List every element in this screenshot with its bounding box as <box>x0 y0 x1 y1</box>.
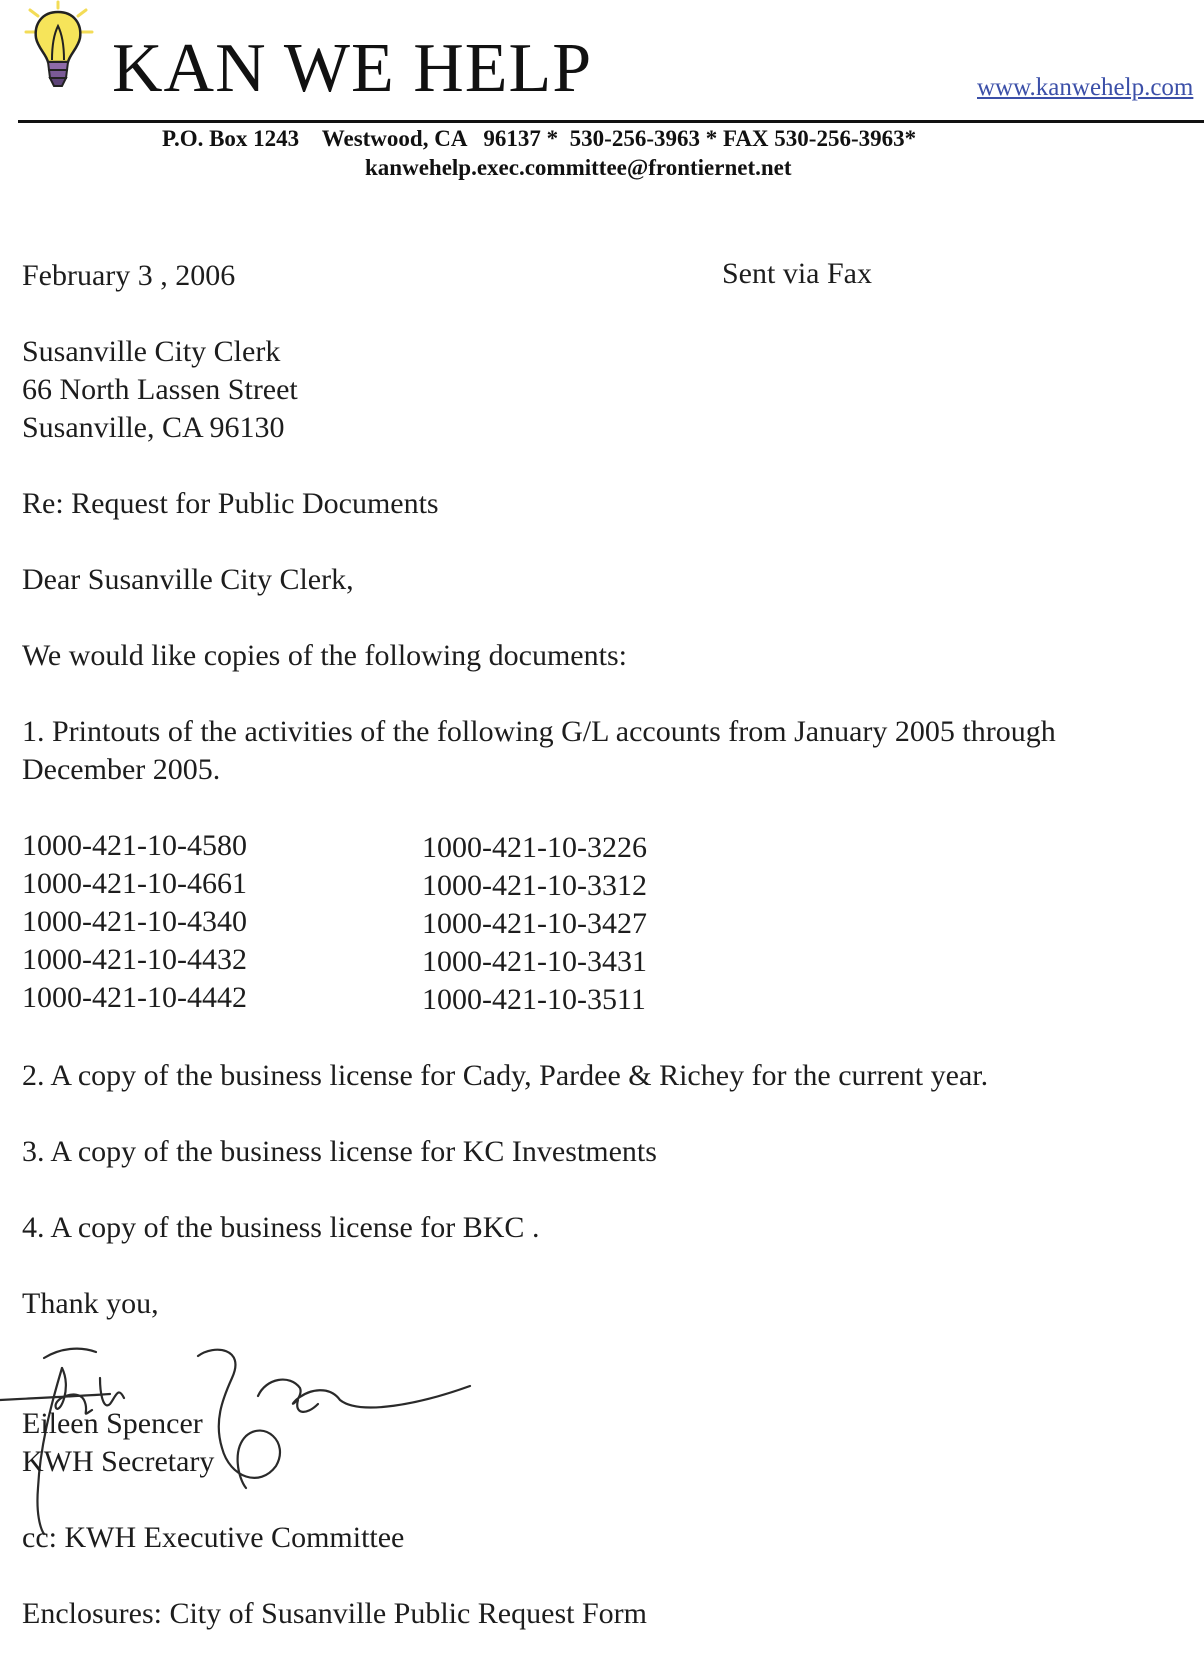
cc-line: cc: KWH Executive Committee <box>22 1521 405 1554</box>
account-number: 1000-421-10-3431 <box>422 945 647 978</box>
intro-paragraph: We would like copies of the following documents: <box>22 639 627 672</box>
account-number: 1000-421-10-3511 <box>422 983 646 1016</box>
lightbulb-logo-icon <box>18 0 110 96</box>
closing: Thank you, <box>22 1287 159 1320</box>
account-number: 1000-421-10-4432 <box>22 943 247 976</box>
account-number: 1000-421-10-4580 <box>22 829 247 862</box>
account-number: 1000-421-10-3427 <box>422 907 647 940</box>
request-item-3: 3. A copy of the business license for KC Investments <box>22 1135 657 1168</box>
account-number: 1000-421-10-4442 <box>22 981 247 1014</box>
account-number: 1000-421-10-4340 <box>22 905 247 938</box>
signer-title: KWH Secretary <box>22 1445 215 1478</box>
account-number: 1000-421-10-3312 <box>422 869 647 902</box>
email-address: kanwehelp.exec.committee@frontiernet.net <box>365 155 792 180</box>
recipient-line: 66 North Lassen Street <box>22 373 298 406</box>
request-item-2: 2. A copy of the business license for Cady, Pardee & Richey for the current year. <box>22 1059 989 1092</box>
request-item-1: 1. Printouts of the activities of the following G/L accounts from January 2005 through <box>22 715 1056 748</box>
enclosures-line: Enclosures: City of Susanville Public Request Form <box>22 1597 647 1630</box>
recipient-line: Susanville City Clerk <box>22 335 281 368</box>
salutation: Dear Susanville City Clerk, <box>22 563 354 596</box>
address-line: P.O. Box 1243 Westwood, CA 96137 * 530-256-3963 * FAX 530-256-3963* <box>162 126 917 151</box>
handwritten-signature <box>0 1338 480 1548</box>
account-number: 1000-421-10-3226 <box>422 831 647 864</box>
request-item-1-cont: December 2005. <box>22 753 221 786</box>
letter-date: February 3 , 2006 <box>22 259 236 292</box>
request-item-4: 4. A copy of the business license for BKC . <box>22 1211 540 1244</box>
account-number: 1000-421-10-4661 <box>22 867 247 900</box>
subject-line: Re: Request for Public Documents <box>22 487 439 520</box>
header-divider <box>18 120 1204 123</box>
recipient-line: Susanville, CA 96130 <box>22 411 285 444</box>
delivery-method: Sent via Fax <box>722 257 872 290</box>
org-name: KAN WE HELP <box>112 30 593 107</box>
signer-name: Eileen Spencer <box>22 1407 203 1440</box>
website-link[interactable]: www.kanwehelp.com <box>977 74 1194 101</box>
